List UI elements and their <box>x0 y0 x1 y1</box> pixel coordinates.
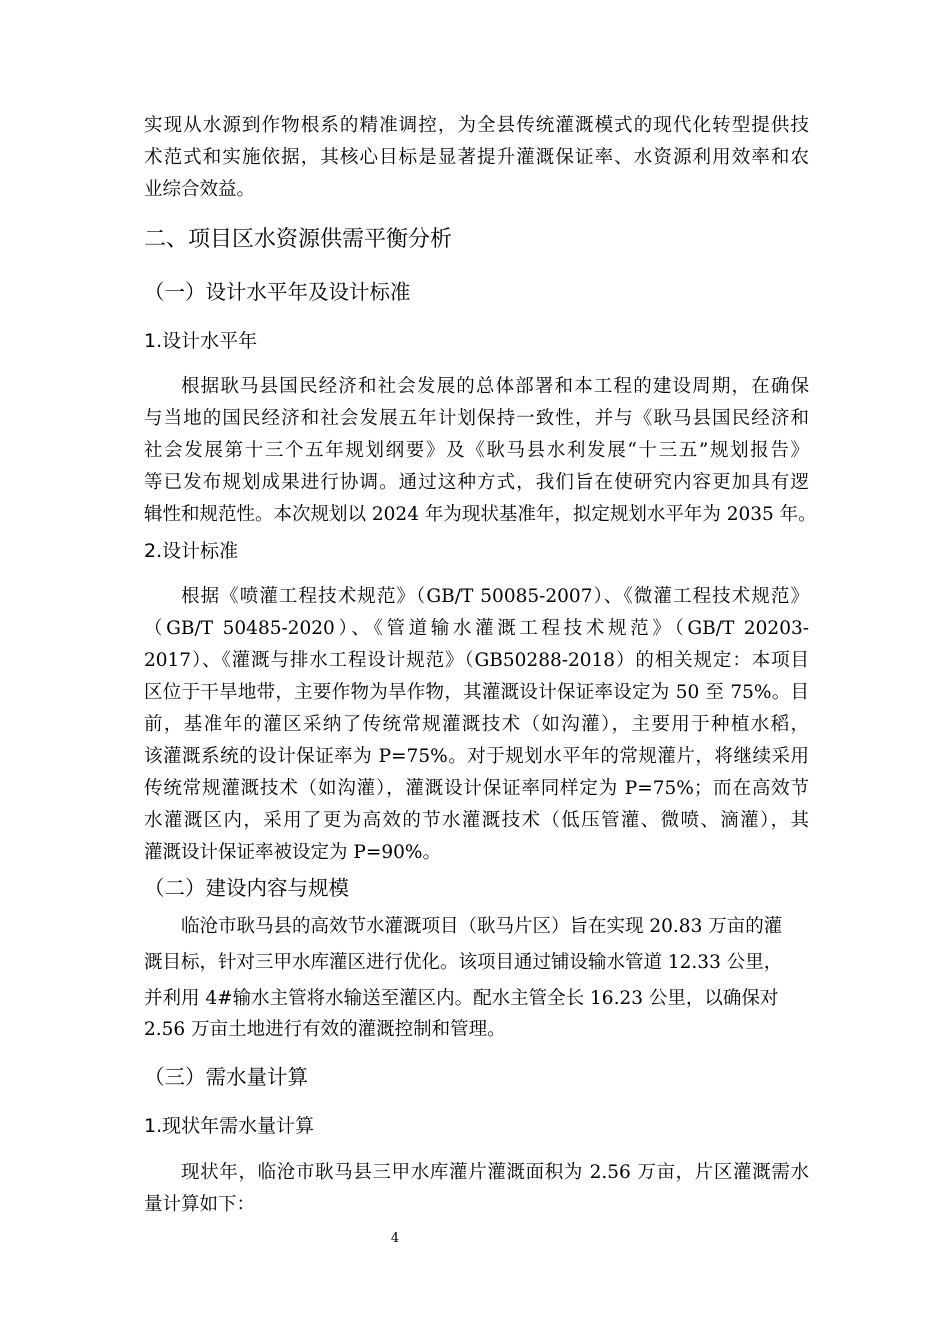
intro-line: 术范式和实施依据，其核心目标是显著提升灌溉保证率、水资源利用效率和农 <box>144 147 809 168</box>
paragraph-line: 2.56 万亩土地进行有效的灌溉控制和管理。 <box>144 1019 506 1040</box>
item-heading: 2.设计标准 <box>144 540 239 562</box>
paragraph-line: 前，基准年的灌区采纳了传统常规灌溉技术（如沟灌），主要用于种植水稻， <box>144 714 809 735</box>
paragraph-line: 2017）、《灌溉与排水工程设计规范》（GB50288-2018）的相关规定：本项目 <box>144 650 809 671</box>
paragraph-line: 辑性和规范性。本次规划以 2024 年为现状基准年，拟定规划水平年为 2035 年。 <box>144 504 817 525</box>
paragraph-line: （GB/T 50485-2020）、《管道输水灌溉工程技术规范》（GB/T 20203- <box>144 618 809 639</box>
subsection-heading: （二）建设内容与规模 <box>144 876 349 900</box>
intro-line: 实现从水源到作物根系的精准调控，为全县传统灌溉模式的现代化转型提供技 <box>144 115 809 136</box>
paragraph-line: 临沧市耿马县的高效节水灌溉项目（耿马片区）旨在实现 20.83 万亩的灌 <box>181 916 783 937</box>
paragraph-line: 根据《喷灌工程技术规范》（GB/T 50085-2007）、《微灌工程技术规范》 <box>181 586 809 607</box>
paragraph-line: 现状年，临沧市耿马县三甲水库灌片灌溉面积为 2.56 万亩，片区灌溉需水 <box>181 1162 809 1183</box>
item-heading: 1.设计水平年 <box>144 330 258 352</box>
paragraph-line: 并利用 4#输水主管将水输送至灌区内。配水主管全长 16.23 公里，以确保对 <box>144 988 779 1009</box>
paragraph-line: 该灌溉系统的设计保证率为 P=75%。对于规划水平年的常规灌片，将继续采用 <box>144 746 809 767</box>
paragraph-line: 与当地的国民经济和社会发展五年计划保持一致性，并与《耿马县国民经济和 <box>144 408 809 429</box>
subsection-heading: （一）设计水平年及设计标准 <box>144 280 411 304</box>
page-number: 4 <box>390 1231 400 1246</box>
paragraph-line: 根据耿马县国民经济和社会发展的总体部署和本工程的建设周期，在确保 <box>181 376 809 397</box>
section-heading: 二、项目区水资源供需平衡分析 <box>144 227 453 252</box>
paragraph-line: 溉目标，针对三甲水库灌区进行优化。该项目通过铺设输水管道 12.33 公里， <box>144 952 783 973</box>
paragraph-line: 水灌溉区内，采用了更为高效的节水灌溉技术（低压管灌、微喷、滴灌），其 <box>144 810 809 831</box>
paragraph-line: 社会发展第十三个五年规划纲要》及《耿马县水利发展“十三五”规划报告》 <box>144 440 809 461</box>
paragraph-line: 灌溉设计保证率被设定为 P=90%。 <box>144 842 441 863</box>
paragraph-line: 等已发布规划成果进行协调。通过这种方式，我们旨在使研究内容更加具有逻 <box>144 472 809 493</box>
paragraph-line: 量计算如下： <box>144 1194 256 1215</box>
paragraph-line: 传统常规灌溉技术（如沟灌），灌溉设计保证率同样定为 P=75%；而在高效节 <box>144 778 809 799</box>
item-heading: 1.现状年需水量计算 <box>144 1115 315 1137</box>
intro-line: 业综合效益。 <box>144 179 256 200</box>
paragraph-line: 区位于干旱地带，主要作物为旱作物，其灌溉设计保证率设定为 50 至 75%。目 <box>144 682 809 703</box>
subsection-heading: （三）需水量计算 <box>144 1065 308 1089</box>
